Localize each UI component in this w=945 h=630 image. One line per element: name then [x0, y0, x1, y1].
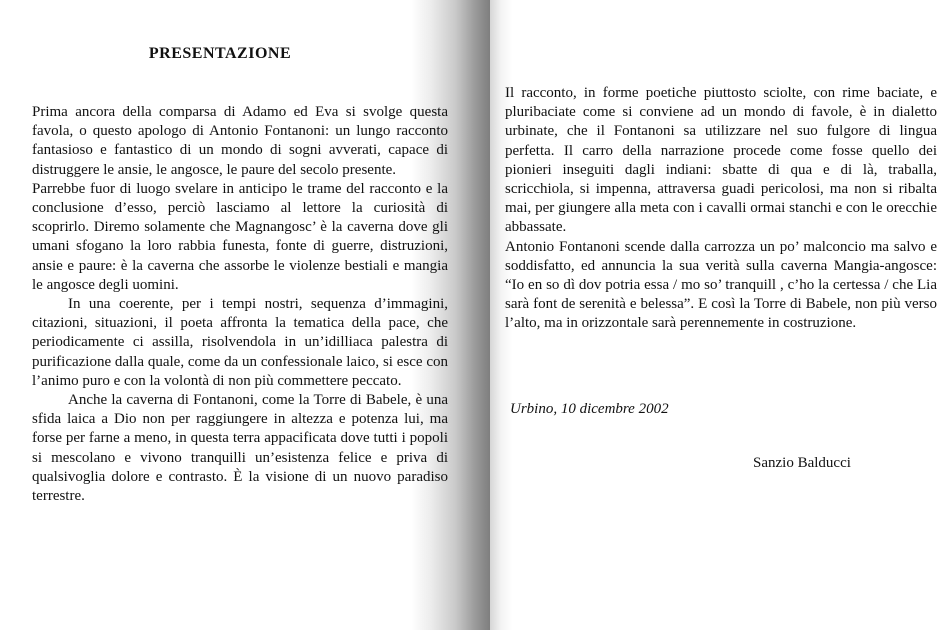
author-signature: Sanzio Balducci [753, 455, 851, 471]
left-page-body [32, 103, 448, 506]
paragraph: Prima ancora della comparsa di Adamo ed Eva si svolge questa favola, o questo apologo di Antonio Fontanoni: un lungo racconto fantasioso e fantastico di un mondo di sogni avverati, capace di distruggere le ansie, le angosce, le paure del secolo presente. [32, 104, 448, 178]
paragraph: Il racconto, in forme poetiche piuttosto sciolte, con rime baciate, e pluribaciate come si conviene ad un mondo di favole, è in dialetto urbinate, che il Fontanoni sa utilizzare nel suo fulgore di lingua perfetta. Il carro della narrazione procede come fosse quello dei pionieri inseguiti dagli indiani: sbatte di qua e di là, traballa, scricchiola, si impenna, attraversa guadi pericolosi, ma non si ribalta mai, per giungere alla meta con i cavalli ormai stanchi e con le orecchie abbassate. [505, 85, 937, 236]
place-date: Urbino, 10 dicembre 2002 [510, 401, 669, 417]
right-page [490, 0, 945, 630]
right-page-body [505, 84, 937, 334]
page-title: PRESENTAZIONE [148, 45, 292, 62]
paragraph: In una coerente, per i tempi nostri, sequenza d’immagini, citazioni, situazioni, il poeta affronta la tematica della pace, che periodicamente ci assilla, risolvendola in un’idilliaca palestra di purificazione dalla quale, come da un confessionale laico, si esce con l’animo puro e con la volontà di non più commettere peccato. [32, 296, 448, 389]
paragraph: Parrebbe fuor di luogo svelare in anticipo le trame del racconto e la conclusione d’esso, perciò lasciamo al lettore la curiosità di scoprirlo. Diremo solamente che Magnangosc’ è la caverna dove gli umani sfogano la loro rabbia funesta, fonte di guerre, distruzioni, ansie e paure: è la caverna che assorbe le violenze bestiali e mangia le angosce degli uomini. [32, 180, 448, 293]
paragraph: Antonio Fontanoni scende dalla carrozza un po’ malconcio ma salvo e soddisfatto, ed annuncia la sua verità sulla caverna Mangia-angosce: “Io en so dì dov potria essa / mo so’ tranquill , c’ho la certessa / che Lia sarà font de serenità e belessa”. E così la Torre di Babele, non più verso l’alto, ma in orizzontale sarà perennemente in costruzione. [505, 238, 937, 332]
paragraph: Anche la caverna di Fontanoni, come la Torre di Babele, è una sfida laica a Dio non per raggiungere in altezza e potenza lui, ma forse per farne a meno, in questa terra appacificata dove tutti i popoli si mescolano e vivono tranquilli un’esistenza felice e priva di qualsivoglia dolore e contrasto. È la visione di un nuovo paradiso terrestre. [32, 392, 448, 505]
